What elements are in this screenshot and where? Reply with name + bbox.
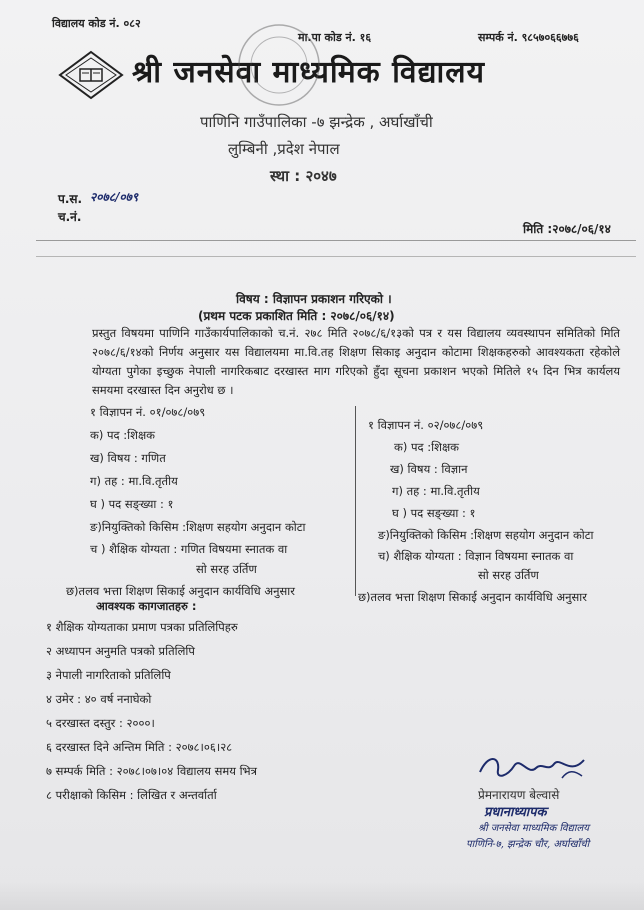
address-line-2: लुम्बिनी ,प्रदेश नेपाल	[228, 140, 340, 158]
vacancy1-post: क) पद :शिक्षक	[90, 428, 156, 442]
first-publish-date: (प्रथम पटक प्रकाशित मिति : २०७८/०६/१४)	[198, 309, 395, 323]
documents-heading: आवश्यक कागजातहरु :	[96, 599, 197, 613]
vacancy1-appointment: ङ)नियुक्तिको किसिम :शिक्षण सहयोग अनुदान कोटा	[90, 520, 306, 534]
signature-scribble-icon	[474, 746, 594, 786]
notice-body: प्रस्तुत विषयमा पाणिनि गाउँकार्यपालिकाको च.नं. २७८ मिति २०७८/६/१३को पत्र र यस विद्यालय व्यवस्थापन समितिको मिति २०७८/६/१४को निर्णय अनुसार यस विद्यालयमा मा.वि.तह शिक्षण सिकाइ अनुदान कोटामा शिक्षकहरुको आवश्यकता रहेकोले योग्यता पुगेका इच्छुक नेपाली नागरिकबाट दरखास्त माग गरिएको हुँदा सूचना प्रकाशन भएको मितिले १५ दिन भित्र कार्यलय समयमा दरखास्त दिन अनुरोध छ ।	[92, 326, 620, 397]
column-divider	[355, 406, 356, 596]
contact-number: सम्पर्क नं. ९८५७०६६७७६	[478, 31, 579, 44]
vacancy2-qualification: च) शैक्षिक योग्यता : विज्ञान विषयमा स्नातक वा	[378, 549, 574, 563]
document-item: ३ नेपाली नागरिताको प्रतिलिपि	[46, 668, 171, 682]
vacancy2-appointment: ङ)नियुक्तिको किसिम :शिक्षण सहयोग अनुदान कोटा	[378, 528, 594, 542]
signatory-name: प्रेमनारायण बेल्वासे	[478, 788, 560, 802]
document-item: ५ दरखास्त दस्तुर : २०००।	[46, 716, 155, 730]
established-year: स्था : २०४७	[270, 167, 337, 185]
vacancy2-subject: ख) विषय : विज्ञान	[390, 462, 468, 476]
header-divider-2	[36, 256, 636, 257]
document-item: ४ उमेर : ४० वर्ष ननाघेको	[46, 692, 152, 706]
ps-label: प.स.	[58, 192, 83, 206]
mapa-code: मा.पा कोड नं. १६	[298, 31, 372, 44]
vacancy1-salary: छ)तलव भत्ता शिक्षण सिकाई अनुदान कार्यविधि अनुसार	[66, 584, 295, 598]
notice-subject: विषय : विज्ञापन प्रकाशन गरिएको ।	[236, 292, 392, 306]
address-line-1: पाणिनि गाउँपालिका -७ झन्द्रेक , अर्घाखाँची	[200, 113, 433, 131]
school-code: विद्यालय कोड नं. ०८२	[52, 17, 141, 30]
header-divider	[36, 240, 636, 241]
vacancy1-ad-no: १ विज्ञापन नं. ०१/०७८/०७९	[90, 405, 206, 419]
vacancy1-count: घ ) पद सङ्ख्या : १	[90, 497, 174, 511]
vacancy2-qualification-2: सो सरह उर्तिण	[478, 568, 539, 582]
signatory-place: पाणिनि-७, झन्द्रेक चौर, अर्घाखाँची	[466, 839, 590, 850]
vacancy2-ad-no: १ विज्ञापन नं. ०२/०७८/०७९	[368, 418, 484, 432]
document-item: ८ परीक्षाको किसिम : लिखित र अन्तर्वार्ता	[46, 788, 217, 802]
document-item: १ शैक्षिक योग्यताका प्रमाण पत्रका प्रतिलिपिहरु	[46, 620, 238, 634]
school-seal-icon	[236, 22, 322, 108]
document-item: ७ सम्पर्क मिति : २०७८।०७।०४ विद्यालय समय भित्र	[46, 764, 257, 778]
signatory-title: प्रधानाध्यापक	[484, 805, 547, 820]
vacancy1-qualification: च ) शैक्षिक योग्यता : गणित विषयमा स्नातक वा	[90, 542, 288, 556]
vacancy2-count: घ ) पद सङ्ख्या : १	[392, 506, 476, 520]
vacancy1-subject: ख) विषय : गणित	[90, 451, 166, 465]
letter-date: मिति :२०७८/०६/१४	[523, 222, 611, 236]
scan-edge	[0, 880, 644, 910]
document-item: ६ दरखास्त दिने अन्तिम मिति : २०७८।०६।२८	[46, 740, 233, 754]
signatory-school: श्री जनसेवा माध्यमिक विद्यालय	[478, 823, 590, 834]
chn-label: च.नं.	[58, 210, 82, 224]
vacancy2-level: ग) तह : मा.वि.तृतीय	[392, 484, 480, 498]
school-logo-icon	[58, 50, 124, 100]
vacancy2-salary: छ)तलव भत्ता शिक्षण सिकाई अनुदान कार्यविधि अनुसार	[358, 590, 587, 604]
vacancy1-qualification-2: सो सरह उर्तिण	[196, 562, 257, 576]
school-name: श्री जनसेवा माध्यमिक विद्यालय	[132, 55, 485, 90]
document-item: २ अध्यापन अनुमति पत्रको प्रतिलिपि	[46, 644, 195, 658]
ps-value: २०७८/०७९	[90, 190, 139, 204]
vacancy2-post: क) पद :शिक्षक	[394, 440, 460, 454]
vacancy1-level: ग) तह : मा.वि.तृतीय	[90, 474, 178, 488]
